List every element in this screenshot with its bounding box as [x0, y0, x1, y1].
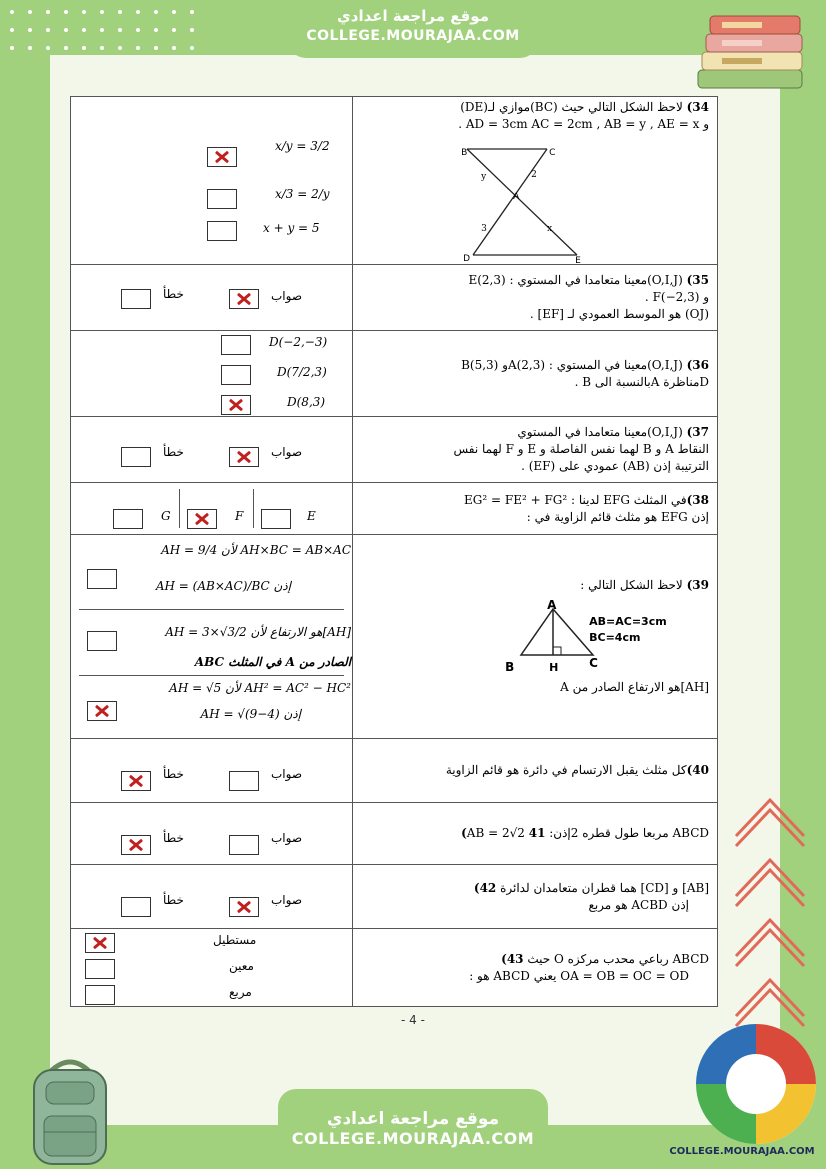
label-x: x	[547, 224, 553, 234]
question-cell-41	[353, 803, 718, 865]
question-cell-42	[353, 865, 718, 929]
question-number: 43)	[501, 951, 524, 966]
true-label: صواب	[271, 893, 303, 907]
checkbox-37-true[interactable]	[229, 447, 259, 467]
true-label: صواب	[271, 289, 303, 303]
page-number: - 4 -	[401, 1013, 425, 1027]
question-cell-40	[353, 739, 718, 803]
question-text: لاحظ الشكل التالي :	[580, 578, 683, 592]
table-row	[71, 331, 718, 417]
checkbox-43-1[interactable]	[85, 933, 115, 953]
header-site-ar: موقع مراجعة اعدادي	[337, 7, 489, 25]
checkbox-34-1[interactable]	[207, 147, 237, 167]
label-D: D	[463, 254, 471, 264]
chevron-up-icon	[730, 790, 810, 1060]
checkbox-36-3[interactable]	[221, 395, 251, 415]
logo-text: COLLEGE.MOURAJAA.COM	[669, 1146, 815, 1157]
footer-site-en: COLLEGE.MOURAJAA.COM	[291, 1129, 535, 1148]
table-row	[71, 929, 718, 1007]
checkbox-38-F[interactable]	[187, 509, 217, 529]
label-y: y	[481, 172, 487, 182]
option-38-G: G	[161, 509, 171, 523]
question-text-2: [AH]هو الارتفاع الصادر من A	[560, 680, 709, 694]
footer-site-ar: موقع مراجعة اعدادي	[326, 1109, 500, 1129]
table-row	[71, 265, 718, 331]
question-text-2: و AD = 3cm AC = 2cm , AB = y , AE = x .	[458, 117, 709, 131]
question-number: 38)	[686, 492, 709, 507]
questions-table	[70, 96, 718, 1007]
checkbox-40-false[interactable]	[121, 771, 151, 791]
answer-cell-37	[71, 417, 353, 483]
info-2: BC=4cm	[589, 631, 641, 644]
checkbox-35-false[interactable]	[121, 289, 151, 309]
option-39-2-line2: الصادر من A في المثلث ABC	[194, 655, 351, 669]
divider	[179, 489, 180, 528]
question-cell-37	[353, 417, 718, 483]
checkbox-41-true[interactable]	[229, 835, 259, 855]
checkbox-35-true[interactable]	[229, 289, 259, 309]
option-39-3-line1: AH² = AC² − HC² لأن AH = √5	[169, 681, 351, 695]
question-text: ABCD رباعي محدب مركزه O حيث	[527, 951, 709, 966]
false-label: خطأ	[163, 893, 184, 907]
checkbox-41-false[interactable]	[121, 835, 151, 855]
label-B: B	[461, 148, 468, 158]
divider	[253, 489, 254, 528]
checkbox-38-G[interactable]	[113, 509, 143, 529]
checkbox-36-2[interactable]	[221, 365, 251, 385]
backpack-icon	[20, 1052, 120, 1167]
answer-cell-35	[71, 265, 353, 331]
option-39-1-line1: AH×BC = AB×AC لأن AH = 9/4	[161, 543, 351, 557]
option-43-1: مستطيل	[213, 933, 257, 947]
option-36-3: D(8,3)	[287, 395, 326, 409]
question-text-2: النقاط A و B لهما نفس الفاصلة و E و F لهما نفس	[453, 442, 709, 456]
table-row	[71, 535, 718, 739]
option-34-2: x/3 = 2/y	[275, 187, 330, 201]
answer-cell-43	[71, 929, 353, 1007]
checkbox-43-3[interactable]	[85, 985, 115, 1005]
question-text: لاحظ الشكل التالي حيث (BC)موازي لـ(DE)	[460, 100, 683, 114]
question-text-2: إذن EFG هو مثلث قائم الزاوية في :	[526, 509, 709, 524]
option-43-2: معين	[229, 959, 254, 973]
checkbox-39-1[interactable]	[87, 569, 117, 589]
info-1: AB=AC=3cm	[589, 615, 667, 628]
option-34-3: x + y = 5	[263, 221, 320, 235]
checkbox-42-false[interactable]	[121, 897, 151, 917]
true-label: صواب	[271, 445, 303, 459]
answer-cell-36	[71, 331, 353, 417]
answer-cell-34	[71, 97, 353, 265]
label-H: H	[549, 661, 559, 674]
question-cell-36	[353, 331, 718, 417]
false-label: خطأ	[163, 287, 184, 301]
header-site-en: COLLEGE.MOURAJAA.COM	[306, 28, 520, 44]
site-logo-icon	[694, 1022, 818, 1146]
label-C: C	[589, 656, 598, 670]
checkbox-36-1[interactable]	[221, 335, 251, 355]
question-text: (O,I,J)معينا في المستوي : A(2,3)و B(5,3)	[461, 357, 683, 372]
question-number: 34)	[686, 100, 709, 114]
divider	[79, 675, 344, 676]
option-39-2-line1: [AH]هو الارتفاع لأن AH = 3×√3/2	[165, 625, 351, 639]
question-text: [AB] و [CD] هما قطران متعامدان لدائرة	[500, 880, 709, 895]
question-number: 41)	[461, 826, 546, 840]
label-2: 2	[531, 170, 537, 180]
label-B: B	[505, 660, 515, 674]
question-text: في المثلث EFG لدينا : EG² = FE² + FG²	[464, 492, 687, 507]
question-cell-38	[353, 483, 718, 535]
books-icon	[692, 12, 814, 94]
option-39-1-line2: إذن AH = (AB×AC)/BC	[155, 579, 291, 593]
label-C: C	[549, 148, 556, 158]
question-cell-43	[353, 929, 718, 1007]
question-text: (O,I,J)معينا متعامدا في المستوي : E(2,3)	[468, 273, 683, 287]
question-text: كل مثلث يقبل الارتسام في دائرة هو قائم الزاوية	[445, 763, 687, 777]
question-number: 40)	[686, 763, 709, 777]
divider	[79, 609, 344, 610]
footer-badge[interactable]	[278, 1089, 548, 1169]
true-label: صواب	[271, 831, 303, 845]
question-text-3: (OJ) هو الموسط العمودي لـ [EF] .	[529, 307, 709, 321]
question-text-2: OA = OB = OC = OD يعني ABCD هو :	[469, 968, 689, 983]
label-A: A	[547, 598, 557, 612]
checkbox-39-2[interactable]	[87, 631, 117, 651]
false-label: خطأ	[163, 831, 184, 845]
table-row	[71, 803, 718, 865]
question-text: ABCD مربعا طول قطره 2إذن: AB = 2√2	[466, 826, 709, 840]
true-label: صواب	[271, 767, 303, 781]
header-badge[interactable]	[288, 0, 538, 58]
checkbox-43-2[interactable]	[85, 959, 115, 979]
question-cell-35	[353, 265, 718, 331]
table-row	[71, 739, 718, 803]
option-36-2: D(7/2,3)	[277, 365, 327, 379]
checkbox-34-2[interactable]	[207, 189, 237, 209]
question-text-3: الترتيبة إذن (AB) عمودي على (EF) .	[521, 459, 709, 473]
false-label: خطأ	[163, 445, 184, 459]
figure-34	[455, 143, 585, 263]
label-E: E	[575, 256, 581, 266]
checkbox-39-3[interactable]	[87, 701, 117, 721]
option-38-E: E	[307, 509, 316, 523]
answer-cell-38	[71, 483, 353, 535]
answer-cell-40	[71, 739, 353, 803]
checkbox-40-true[interactable]	[229, 771, 259, 791]
checkbox-38-E[interactable]	[261, 509, 291, 529]
option-34-1: x/y = 3/2	[275, 139, 330, 153]
option-36-1: D(−2,−3)	[269, 335, 328, 349]
question-cell-34	[353, 97, 718, 265]
question-text: (O,I,J)معينا متعامدا في المستوي	[517, 425, 683, 439]
checkbox-42-true[interactable]	[229, 897, 259, 917]
question-cell-39	[353, 535, 718, 739]
option-43-3: مربع	[229, 985, 252, 999]
question-number: 42)	[473, 880, 497, 895]
answer-cell-41	[71, 803, 353, 865]
table-row	[71, 865, 718, 929]
question-number: 39)	[686, 578, 709, 592]
answer-cell-39	[71, 535, 353, 739]
checkbox-37-false[interactable]	[121, 447, 151, 467]
label-A: A	[513, 192, 520, 202]
table-row	[71, 483, 718, 535]
option-39-3-line2: إذن AH = √(9−4)	[200, 707, 301, 721]
question-number: 36)	[686, 357, 709, 372]
question-number: 37)	[686, 425, 709, 439]
false-label: خطأ	[163, 767, 184, 781]
question-number: 35)	[686, 273, 709, 287]
checkbox-34-3[interactable]	[207, 221, 237, 241]
question-text-2: إذن ACBD هو مربع	[588, 897, 689, 912]
label-3: 3	[481, 224, 487, 234]
question-text-2: و F(−2,3) .	[644, 290, 709, 304]
answer-cell-42	[71, 865, 353, 929]
table-row	[71, 417, 718, 483]
table-row	[71, 97, 718, 265]
option-38-F: F	[235, 509, 244, 523]
question-text-2: Dمناظرة Aبالنسبة الى B .	[574, 374, 709, 389]
